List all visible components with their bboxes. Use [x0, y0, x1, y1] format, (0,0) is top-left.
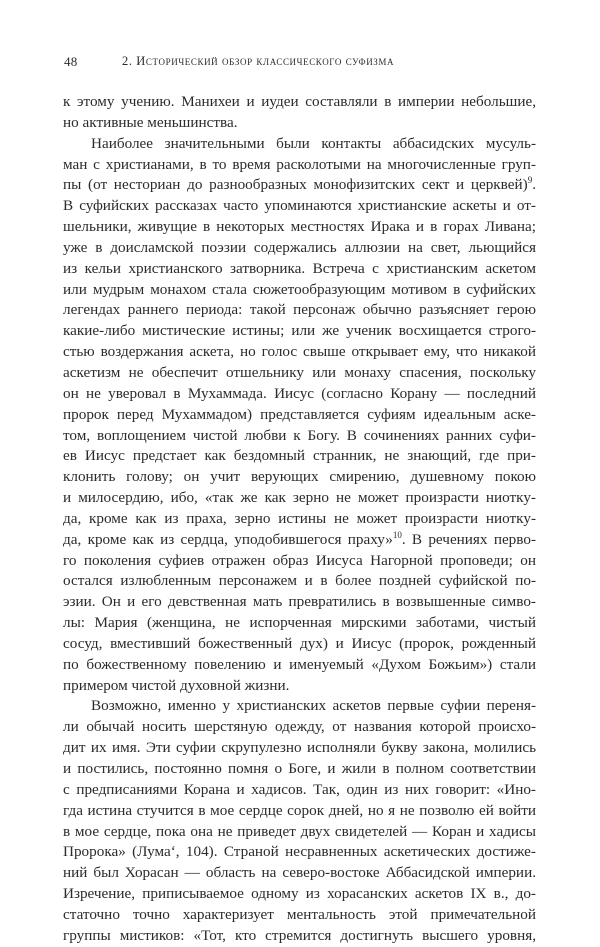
text-line-content: но активные меньшинства. [63, 113, 238, 131]
page-number: 48 [64, 54, 78, 69]
text-line [63, 926, 536, 947]
text-line-content: и милосердию, ибо, «так же как зерно не может произрасти ниотку- [63, 489, 536, 507]
text-line-content: с предписаниями Корана и хадисов. Так, один из них говорит: «Ино- [63, 780, 536, 798]
text-line-content: легендах раннего периода: такой персонаж обычно разъясняет герою [63, 301, 536, 319]
text-line-content: ли обычай носить шерстяную одежду, от названия которой происхо- [63, 718, 536, 736]
text-line-content: да, кроме как из сердца, уподобившегося праху» [63, 530, 393, 548]
text-line [63, 467, 536, 488]
text-line-content: в мое сердце, пока она не приведет двух свидетелей — Коран и хадисы [63, 822, 536, 840]
text-line-content: аскетизм не обеспечит отшельнику или монаху спасения, поскольку [63, 363, 536, 381]
text-line-content: он не уверовал в Мухаммада. Иисус (согласно Корану — последний [63, 384, 536, 402]
text-line [63, 426, 536, 447]
text-line [63, 717, 536, 738]
text-line-content: В суфийских рассказах часто упоминаются христианские аскеты и от- [63, 197, 536, 215]
text-line-content: уже в доисламской поэзии содержались аллюзии на свет, льющийся [63, 238, 536, 256]
text-line-content: ний был Хорасан — область на северо-востоке Аббасидской империи. [63, 864, 536, 882]
text-line [63, 113, 536, 134]
body-text [63, 92, 536, 947]
text-line [63, 759, 536, 780]
text-line [63, 300, 536, 321]
text-line-content: эзии. Он и его девственная мать превратились в возвышенные симво- [63, 593, 536, 611]
text-line [63, 551, 536, 572]
text-line-content: клонить голову; он учит верующих смирению, душевному покою [63, 468, 536, 486]
text-line-content: из кельи христианского затворника. Встреча с христианским аскетом [63, 259, 536, 277]
text-line [63, 155, 536, 176]
text-line-content: дит их имя. Эти суфии скрупулезно исполняли букву закона, молились [63, 739, 536, 757]
text-line-content: Пророка» (Лума‘, 104). Страной несравненных аскетических достиже- [63, 843, 536, 861]
text-line-content: пророк перед Мухаммадом) представляется суфиям идеальным аске- [63, 405, 536, 423]
text-line [63, 446, 536, 467]
text-line [63, 842, 536, 863]
text-line [63, 363, 536, 384]
text-line-content: том, воплощением чистой любви к Богу. В сочинениях ранних суфи- [63, 426, 536, 444]
text-line [63, 238, 536, 259]
text-line [63, 592, 536, 613]
text-line [63, 509, 536, 530]
footnote-marker[interactable]: 10 [392, 529, 402, 540]
text-line [63, 801, 536, 822]
text-line [63, 571, 536, 592]
text-line-content: группы мистиков: «Тот, кто стремится достигнуть высшего уровня, [63, 926, 536, 944]
text-line-content: Изречение, приписываемое одному из хорасанских аскетов IX в., до- [63, 885, 536, 903]
text-line [63, 696, 536, 717]
text-line-content: остался излюбленным персонажем и в более поздней суфийской по- [63, 572, 536, 590]
text-line-content: статочно точно характеризует ментальность этой примечательной [63, 905, 536, 923]
running-title: 2. Исторический обзор классического суфизма [122, 54, 395, 68]
text-line-content: да, кроме как из праха, зерно истины не может произрасти ниотку- [63, 509, 536, 527]
text-line-content: и постились, постоянно помня о Боге, и жили в полном соответствии [63, 760, 536, 777]
text-line [63, 321, 536, 342]
text-line [63, 530, 536, 551]
text-line [63, 196, 536, 217]
footnote-marker[interactable]: 9 [527, 175, 533, 186]
text-line [63, 676, 536, 697]
text-line [63, 780, 536, 801]
text-line [63, 738, 536, 759]
text-line-content: лы: Мария (женщина, не испорченная мирскими заботами, чистый [63, 614, 536, 632]
text-line [63, 384, 536, 405]
text-line-content: гда истина стучится в мое сердце сорок дней, но я не позволю ей войти [63, 801, 536, 819]
text-line-content: сосуд, вместивший божественный дух) и Иисус (пророк, рожденный [63, 634, 536, 652]
text-line [63, 134, 536, 155]
text-line [63, 280, 536, 301]
text-line-tail: . В речениях перво- [401, 530, 536, 548]
text-line-content: Возможно, именно у христианских аскетов первые суфии переня- [91, 697, 536, 715]
text-line [63, 655, 536, 676]
text-line [63, 613, 536, 634]
text-line [63, 905, 536, 926]
text-line-content: ев Иисус предстает как бездомный странник, не знающий, где при- [63, 447, 536, 465]
text-line-content: какие-либо мистические истины; или же ученик восхищается строго- [63, 322, 536, 340]
text-line [63, 822, 536, 843]
text-line-content: или мудрым монахом стала сюжетообразующим мотивом в суфийских [63, 280, 536, 298]
text-line-content: по божественному повелению и именуемый «Духом Божьим») стали [63, 655, 536, 673]
text-line [63, 884, 536, 905]
text-line-tail: . [532, 176, 536, 194]
text-line-content: шельники, живущие в некоторых местностях Ирака и в горах Ливана; [63, 218, 536, 236]
text-line [63, 863, 536, 884]
text-line [63, 634, 536, 655]
text-line-content: пы (от несториан до разнообразных монофизитских сект и церквей) [63, 176, 528, 194]
text-line [63, 405, 536, 426]
text-line [63, 175, 536, 196]
text-line-content: го поколения суфиев отражен образ Иисуса Нагорной проповеди; он [63, 551, 536, 569]
text-line [63, 92, 536, 113]
text-line-content: примером чистой духовной жизни. [63, 676, 290, 694]
text-line [63, 342, 536, 363]
text-line [63, 259, 536, 280]
text-line [63, 488, 536, 509]
text-line-content: Наиболее значительными были контакты аббасидских мусуль- [91, 134, 536, 152]
text-line [63, 217, 536, 238]
running-header [64, 54, 540, 72]
text-line-content: стью воздержания аскета, но голос свыше открывает ему, что никакой [63, 343, 536, 361]
text-line-content: к этому учению. Манихеи и иудеи составляли в империи небольшие, [63, 93, 536, 110]
text-line-content: ман с христианами, в то время расколотыми на многочисленные груп- [63, 155, 536, 173]
